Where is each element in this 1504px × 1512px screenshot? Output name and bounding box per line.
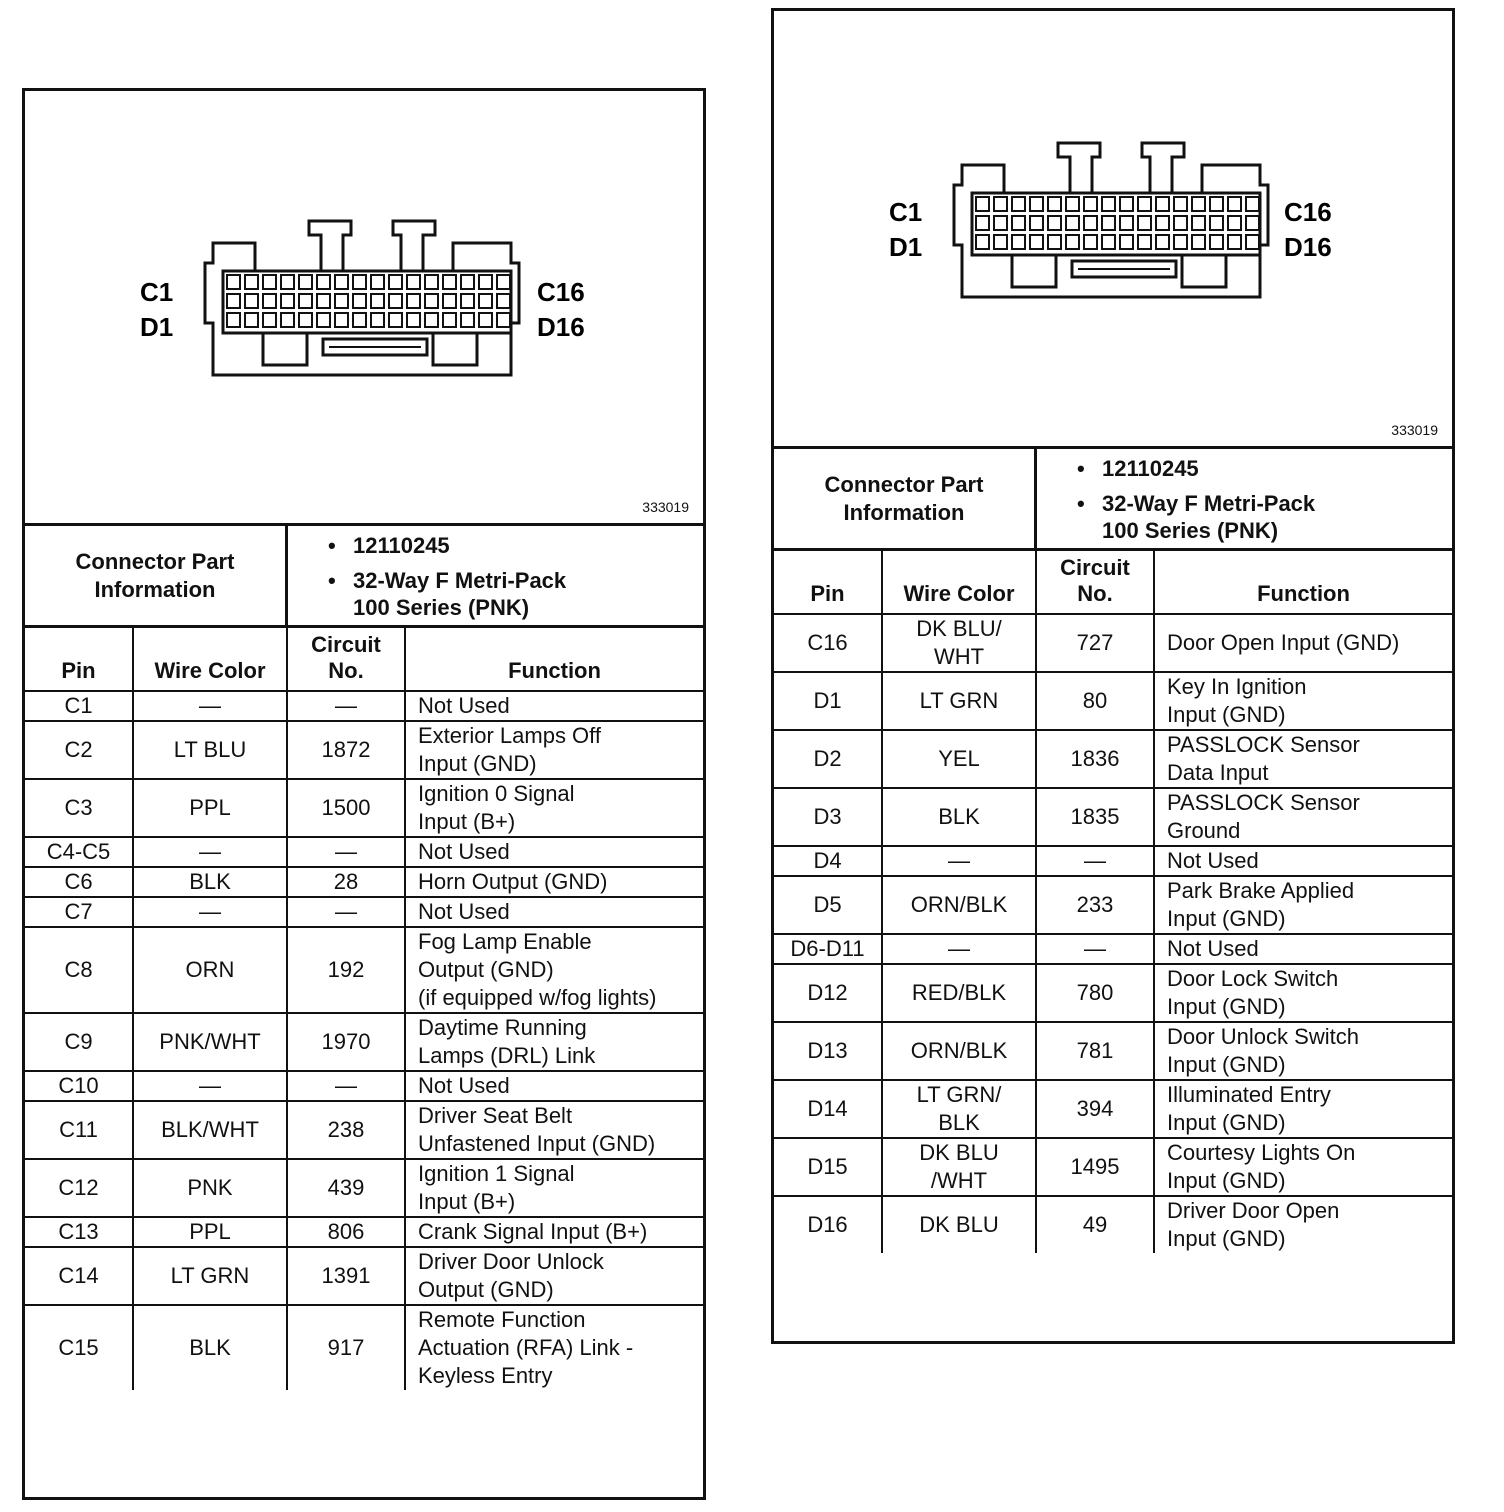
table-row xyxy=(774,1080,1452,1138)
circuit-cell: — xyxy=(287,1071,405,1101)
circuit-cell: 80 xyxy=(1036,672,1154,730)
table-row xyxy=(25,1247,703,1305)
table-row xyxy=(774,1022,1452,1080)
circuit-cell: 28 xyxy=(287,867,405,897)
wire-color-cell: RED/BLK xyxy=(882,964,1036,1022)
label-d1: D1 xyxy=(889,232,923,262)
connector-part-info xyxy=(774,449,1452,551)
connector-part-info xyxy=(25,526,703,628)
table-row xyxy=(25,927,703,1013)
pin-cell: C10 xyxy=(25,1071,133,1101)
pin-cell: C13 xyxy=(25,1217,133,1247)
table-row xyxy=(774,614,1452,672)
label-c1: C1 xyxy=(140,277,174,307)
circuit-cell: 192 xyxy=(287,927,405,1013)
function-cell: Not Used xyxy=(405,837,703,867)
pin-cell: C2 xyxy=(25,721,133,779)
wire-color-cell: PPL xyxy=(133,1217,287,1247)
wire-color-cell: ORN xyxy=(133,927,287,1013)
pin-cell: D1 xyxy=(774,672,882,730)
part-info-values: • 12110245 • 32-Way F Metri-Pack 100 Series (PNK) xyxy=(1077,456,1316,543)
wire-color-cell: ORN/BLK xyxy=(882,876,1036,934)
part-info-values: • 12110245 • 32-Way F Metri-Pack 100 Series (PNK) xyxy=(328,533,567,620)
label-d1: D1 xyxy=(140,312,174,342)
function-cell: Driver Seat Belt Unfastened Input (GND) xyxy=(405,1101,703,1159)
part-number: 12110245 xyxy=(353,533,450,558)
wire-color-cell: LT GRN xyxy=(882,672,1036,730)
pin-cell: D2 xyxy=(774,730,882,788)
wire-color-cell: PNK/WHT xyxy=(133,1013,287,1071)
pin-cell: C3 xyxy=(25,779,133,837)
circuit-cell: 1495 xyxy=(1036,1138,1154,1196)
table-row xyxy=(25,691,703,721)
function-cell: Not Used xyxy=(405,691,703,721)
circuit-cell: 49 xyxy=(1036,1196,1154,1253)
circuit-cell: 238 xyxy=(287,1101,405,1159)
circuit-cell: 780 xyxy=(1036,964,1154,1022)
table-row xyxy=(774,788,1452,846)
header-wire-color: Wire Color xyxy=(133,628,287,691)
wire-color-cell: BLK xyxy=(133,867,287,897)
figure-number: 333019 xyxy=(1391,422,1438,438)
pin-cell: D16 xyxy=(774,1196,882,1253)
pin-cell: C14 xyxy=(25,1247,133,1305)
table-row xyxy=(25,1217,703,1247)
circuit-cell: 1970 xyxy=(287,1013,405,1071)
function-cell: Daytime Running Lamps (DRL) Link xyxy=(405,1013,703,1071)
wire-color-cell: DK BLU /WHT xyxy=(882,1138,1036,1196)
table-row xyxy=(774,876,1452,934)
function-cell: Door Unlock Switch Input (GND) xyxy=(1154,1022,1452,1080)
connector-diagram xyxy=(774,11,1452,449)
pin-cell: C9 xyxy=(25,1013,133,1071)
pin-cell: C6 xyxy=(25,867,133,897)
wire-color-cell: LT BLU xyxy=(133,721,287,779)
wire-color-cell: — xyxy=(882,846,1036,876)
connector-type: 32-Way F Metri-Pack 100 Series (PNK) xyxy=(1102,491,1316,543)
label-c1: C1 xyxy=(889,197,923,227)
pin-cell: C4-C5 xyxy=(25,837,133,867)
wire-color-cell: YEL xyxy=(882,730,1036,788)
table-row xyxy=(25,1159,703,1217)
function-cell: Fog Lamp Enable Output (GND) (if equipped w/fog lights) xyxy=(405,927,703,1013)
wire-color-cell: DK BLU/ WHT xyxy=(882,614,1036,672)
wire-color-cell: PPL xyxy=(133,779,287,837)
pin-cell: C1 xyxy=(25,691,133,721)
circuit-cell: — xyxy=(287,897,405,927)
table-row xyxy=(774,1196,1452,1253)
part-info-label: Connector Part Information xyxy=(25,526,288,625)
circuit-cell: 1391 xyxy=(287,1247,405,1305)
function-cell: Driver Door Unlock Output (GND) xyxy=(405,1247,703,1305)
table-row xyxy=(774,672,1452,730)
connector-face-icon xyxy=(774,11,1452,446)
label-d16: D16 xyxy=(1284,232,1332,262)
table-row xyxy=(25,1305,703,1390)
pin-cell: C8 xyxy=(25,927,133,1013)
circuit-cell: — xyxy=(287,691,405,721)
function-cell: Door Open Input (GND) xyxy=(1154,614,1452,672)
connector-diagram xyxy=(25,91,703,526)
table-row xyxy=(774,934,1452,964)
pin-cell: D5 xyxy=(774,876,882,934)
table-row xyxy=(25,721,703,779)
function-cell: Remote Function Actuation (RFA) Link - Keyless Entry xyxy=(405,1305,703,1390)
function-cell: Not Used xyxy=(405,897,703,927)
function-cell: Park Brake Applied Input (GND) xyxy=(1154,876,1452,934)
function-cell: Horn Output (GND) xyxy=(405,867,703,897)
function-cell: Illuminated Entry Input (GND) xyxy=(1154,1080,1452,1138)
pin-cell: D12 xyxy=(774,964,882,1022)
circuit-cell: 917 xyxy=(287,1305,405,1390)
table-row xyxy=(25,897,703,927)
pin-cell: D6-D11 xyxy=(774,934,882,964)
function-cell: Exterior Lamps Off Input (GND) xyxy=(405,721,703,779)
pin-cell: D3 xyxy=(774,788,882,846)
function-cell: PASSLOCK Sensor Data Input xyxy=(1154,730,1452,788)
header-function: Function xyxy=(1154,551,1452,614)
circuit-cell: 806 xyxy=(287,1217,405,1247)
connector-face-icon xyxy=(25,91,703,523)
wire-color-cell: — xyxy=(882,934,1036,964)
pin-table xyxy=(25,628,703,1390)
pin-cell: D14 xyxy=(774,1080,882,1138)
header-circuit: Circuit No. xyxy=(1036,551,1154,614)
connector-panel-right xyxy=(771,8,1455,1344)
table-row xyxy=(774,730,1452,788)
pin-rows xyxy=(25,691,703,1390)
wire-color-cell: — xyxy=(133,837,287,867)
pin-table xyxy=(774,551,1452,1253)
function-cell: Not Used xyxy=(1154,934,1452,964)
circuit-cell: — xyxy=(1036,934,1154,964)
table-row xyxy=(25,779,703,837)
connector-type: 32-Way F Metri-Pack 100 Series (PNK) xyxy=(353,568,567,620)
pin-cell: C11 xyxy=(25,1101,133,1159)
pin-rows xyxy=(774,614,1452,1253)
pin-cell: D15 xyxy=(774,1138,882,1196)
table-row xyxy=(25,1101,703,1159)
pin-cell: C16 xyxy=(774,614,882,672)
header-wire-color: Wire Color xyxy=(882,551,1036,614)
table-row xyxy=(774,846,1452,876)
wire-color-cell: BLK xyxy=(882,788,1036,846)
pin-cell: C12 xyxy=(25,1159,133,1217)
circuit-cell: 781 xyxy=(1036,1022,1154,1080)
circuit-cell: — xyxy=(287,837,405,867)
wire-color-cell: BLK xyxy=(133,1305,287,1390)
function-cell: Door Lock Switch Input (GND) xyxy=(1154,964,1452,1022)
function-cell: Crank Signal Input (B+) xyxy=(405,1217,703,1247)
wire-color-cell: LT GRN/ BLK xyxy=(882,1080,1036,1138)
label-c16: C16 xyxy=(1284,197,1332,227)
circuit-cell: 439 xyxy=(287,1159,405,1217)
figure-number: 333019 xyxy=(642,499,689,515)
circuit-cell: 1872 xyxy=(287,721,405,779)
circuit-cell: 1836 xyxy=(1036,730,1154,788)
wire-color-cell: — xyxy=(133,691,287,721)
circuit-cell: 233 xyxy=(1036,876,1154,934)
wire-color-cell: PNK xyxy=(133,1159,287,1217)
function-cell: Not Used xyxy=(405,1071,703,1101)
pin-cell: D4 xyxy=(774,846,882,876)
label-d16: D16 xyxy=(537,312,585,342)
wire-color-cell: BLK/WHT xyxy=(133,1101,287,1159)
function-cell: Ignition 0 Signal Input (B+) xyxy=(405,779,703,837)
table-row xyxy=(774,1138,1452,1196)
function-cell: PASSLOCK Sensor Ground xyxy=(1154,788,1452,846)
function-cell: Driver Door Open Input (GND) xyxy=(1154,1196,1452,1253)
table-row xyxy=(25,837,703,867)
part-info-label: Connector Part Information xyxy=(774,449,1037,548)
function-cell: Not Used xyxy=(1154,846,1452,876)
wire-color-cell: ORN/BLK xyxy=(882,1022,1036,1080)
function-cell: Courtesy Lights On Input (GND) xyxy=(1154,1138,1452,1196)
function-cell: Key In Ignition Input (GND) xyxy=(1154,672,1452,730)
pin-cell: D13 xyxy=(774,1022,882,1080)
table-row xyxy=(25,1013,703,1071)
connector-panel-left xyxy=(22,88,706,1500)
header-function: Function xyxy=(405,628,703,691)
pin-cell: C15 xyxy=(25,1305,133,1390)
circuit-cell: 727 xyxy=(1036,614,1154,672)
circuit-cell: — xyxy=(1036,846,1154,876)
header-circuit: Circuit No. xyxy=(287,628,405,691)
wire-color-cell: DK BLU xyxy=(882,1196,1036,1253)
function-cell: Ignition 1 Signal Input (B+) xyxy=(405,1159,703,1217)
table-row xyxy=(25,867,703,897)
wire-color-cell: — xyxy=(133,897,287,927)
circuit-cell: 1835 xyxy=(1036,788,1154,846)
circuit-cell: 1500 xyxy=(287,779,405,837)
table-row xyxy=(774,964,1452,1022)
wire-color-cell: — xyxy=(133,1071,287,1101)
table-row xyxy=(25,1071,703,1101)
label-c16: C16 xyxy=(537,277,585,307)
pin-cell: C7 xyxy=(25,897,133,927)
header-pin: Pin xyxy=(774,551,882,614)
wire-color-cell: LT GRN xyxy=(133,1247,287,1305)
part-number: 12110245 xyxy=(1102,456,1199,481)
circuit-cell: 394 xyxy=(1036,1080,1154,1138)
header-pin: Pin xyxy=(25,628,133,691)
